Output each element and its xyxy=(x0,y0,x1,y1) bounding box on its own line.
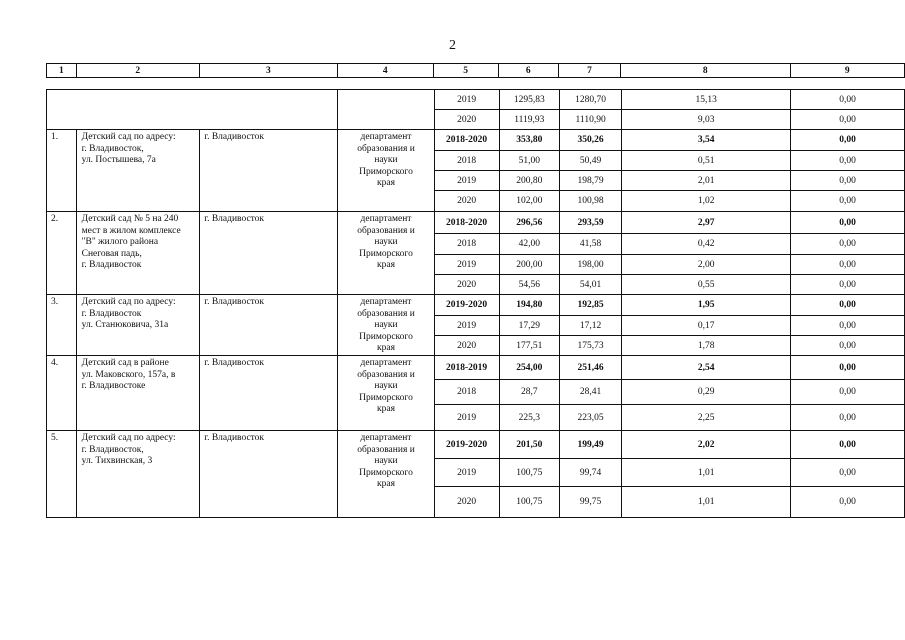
entry-name xyxy=(76,295,200,356)
value-cell-col8: 2,97 xyxy=(622,212,791,234)
text-line: науки xyxy=(374,155,398,166)
value-cell-col9: 0,00 xyxy=(791,234,905,255)
value-cell-col8: 9,03 xyxy=(622,110,791,130)
table-row xyxy=(47,295,905,316)
value-cell-col7: 54,01 xyxy=(559,275,621,295)
text-line: Детский сад по адресу: xyxy=(81,132,176,142)
entry-name xyxy=(76,356,200,431)
year-cell: 2018-2020 xyxy=(434,212,499,234)
text-line: образования и xyxy=(357,444,415,455)
text-line: науки xyxy=(374,456,398,467)
table-row xyxy=(47,130,905,151)
value-cell-col7: 198,00 xyxy=(559,255,621,275)
text-line: Приморского xyxy=(359,467,413,478)
text-line: ул. Маковского, 157а, в xyxy=(81,369,176,380)
value-cell-col8: 1,01 xyxy=(622,459,791,487)
value-cell-col9: 0,00 xyxy=(791,356,905,380)
value-cell-col7: 350,26 xyxy=(559,130,621,151)
text-line: Детский сад № 5 на 240 xyxy=(81,214,179,224)
text-line: науки xyxy=(374,237,398,248)
column-header: 5 xyxy=(433,64,498,78)
value-cell-col9: 0,00 xyxy=(791,171,905,191)
entry-department xyxy=(338,212,434,295)
year-cell: 2018 xyxy=(434,380,499,405)
year-cell: 2018 xyxy=(434,151,499,171)
value-cell-col6: 100,75 xyxy=(499,487,559,518)
value-cell-col7: 100,98 xyxy=(559,191,621,212)
value-cell-col9: 0,00 xyxy=(791,459,905,487)
value-cell-col8: 2,54 xyxy=(622,356,791,380)
column-header: 9 xyxy=(790,64,904,78)
year-cell: 2019-2020 xyxy=(434,431,499,459)
year-cell: 2020 xyxy=(434,336,499,356)
entry-city: г. Владивосток xyxy=(200,431,338,518)
text-line: г. Владивостоке xyxy=(81,381,146,392)
text-line: Приморского xyxy=(359,331,413,342)
text-line: Приморского xyxy=(359,392,413,403)
column-header: 4 xyxy=(337,64,433,78)
text-line: науки xyxy=(374,381,398,392)
page-number: 2 xyxy=(449,38,456,53)
year-cell: 2018 xyxy=(434,234,499,255)
text-line: края xyxy=(377,479,395,490)
value-cell-col6: 102,00 xyxy=(499,191,559,212)
value-cell-col9: 0,00 xyxy=(791,405,905,431)
year-cell: 2019 xyxy=(434,316,499,336)
column-header: 6 xyxy=(498,64,558,78)
value-cell-col9: 0,00 xyxy=(791,295,905,316)
column-header: 7 xyxy=(558,64,620,78)
value-cell-col8: 15,13 xyxy=(622,90,791,110)
year-cell: 2020 xyxy=(434,275,499,295)
value-cell-col8: 1,02 xyxy=(622,191,791,212)
value-cell-col6: 200,80 xyxy=(499,171,559,191)
text-line: Детский сад по адресу: xyxy=(81,297,176,307)
text-line: г. Владивосток, xyxy=(81,444,144,455)
value-cell-col9: 0,00 xyxy=(791,191,905,212)
year-cell: 2019 xyxy=(434,405,499,431)
value-cell-col8: 0,29 xyxy=(622,380,791,405)
year-cell: 2020 xyxy=(434,110,499,130)
value-cell-col6: 17,29 xyxy=(499,316,559,336)
value-cell-col7: 175,73 xyxy=(559,336,621,356)
value-cell-col6: 28,7 xyxy=(499,380,559,405)
table-row xyxy=(47,431,905,459)
summary-blank-cell xyxy=(47,90,338,130)
text-line: департамент xyxy=(360,433,412,443)
entry-name xyxy=(76,431,200,518)
value-cell-col7: 198,79 xyxy=(559,171,621,191)
value-cell-col7: 41,58 xyxy=(559,234,621,255)
summary-blank-cell xyxy=(338,90,434,130)
text-line: г. Владивосток, xyxy=(81,143,144,154)
value-cell-col6: 54,56 xyxy=(499,275,559,295)
value-cell-col6: 177,51 xyxy=(499,336,559,356)
text-line: Приморского xyxy=(359,248,413,259)
text-line: края xyxy=(377,260,395,271)
entry-department xyxy=(338,130,434,212)
text-line: науки xyxy=(374,320,398,331)
text-line: департамент xyxy=(360,132,412,142)
year-cell: 2019 xyxy=(434,255,499,275)
text-line: ул. Постышева, 7а xyxy=(81,155,156,166)
year-cell: 2020 xyxy=(434,487,499,518)
value-cell-col7: 293,59 xyxy=(559,212,621,234)
value-cell-col8: 1,78 xyxy=(622,336,791,356)
entry-city: г. Владивосток xyxy=(200,295,338,356)
text-line: образования и xyxy=(357,369,415,380)
value-cell-col7: 17,12 xyxy=(559,316,621,336)
value-cell-col6: 225,3 xyxy=(499,405,559,431)
value-cell-col8: 1,95 xyxy=(622,295,791,316)
table-row xyxy=(47,212,905,234)
text-line: Детский сад по адресу: xyxy=(81,433,176,443)
value-cell-col9: 0,00 xyxy=(791,336,905,356)
value-cell-col7: 99,75 xyxy=(559,487,621,518)
value-cell-col7: 192,85 xyxy=(559,295,621,316)
text-line: департамент xyxy=(360,297,412,307)
entry-name xyxy=(76,130,200,212)
text-line: образования и xyxy=(357,308,415,319)
value-cell-col7: 223,05 xyxy=(559,405,621,431)
value-cell-col7: 199,49 xyxy=(559,431,621,459)
value-cell-col7: 251,46 xyxy=(559,356,621,380)
text-line: края xyxy=(377,404,395,415)
value-cell-col6: 42,00 xyxy=(499,234,559,255)
entry-city: г. Владивосток xyxy=(200,356,338,431)
value-cell-col7: 28,41 xyxy=(559,380,621,405)
value-cell-col6: 201,50 xyxy=(499,431,559,459)
text-line: мест в жилом комплексе xyxy=(81,225,181,236)
value-cell-col9: 0,00 xyxy=(791,487,905,518)
text-line: ул. Станюковича, 31а xyxy=(81,320,169,331)
text-line: Снеговая падь, xyxy=(81,248,142,259)
value-cell-col8: 2,01 xyxy=(622,171,791,191)
entry-number: 4. xyxy=(47,356,77,431)
column-header-row xyxy=(47,64,905,78)
year-cell: 2018-2020 xyxy=(434,130,499,151)
value-cell-col8: 2,25 xyxy=(622,405,791,431)
value-cell-col6: 51,00 xyxy=(499,151,559,171)
entry-department xyxy=(338,356,434,431)
value-cell-col6: 254,00 xyxy=(499,356,559,380)
text-line: ул. Тихвинская, 3 xyxy=(81,456,153,467)
value-cell-col9: 0,00 xyxy=(791,255,905,275)
value-cell-col7: 50,49 xyxy=(559,151,621,171)
value-cell-col8: 2,00 xyxy=(622,255,791,275)
text-line: г. Владивосток xyxy=(81,260,142,271)
value-cell-col7: 1280,70 xyxy=(559,90,621,110)
value-cell-col7: 99,74 xyxy=(559,459,621,487)
value-cell-col6: 100,75 xyxy=(499,459,559,487)
value-cell-col6: 1119,93 xyxy=(499,110,559,130)
year-cell: 2020 xyxy=(434,191,499,212)
budget-table xyxy=(46,89,905,518)
value-cell-col8: 2,02 xyxy=(622,431,791,459)
entry-number: 5. xyxy=(47,431,77,518)
value-cell-col6: 296,56 xyxy=(499,212,559,234)
year-cell: 2019 xyxy=(434,459,499,487)
value-cell-col9: 0,00 xyxy=(791,212,905,234)
text-line: г. Владивосток xyxy=(81,308,142,319)
text-line: Детский сад в районе xyxy=(81,358,169,368)
value-cell-col6: 1295,83 xyxy=(499,90,559,110)
year-cell: 2019 xyxy=(434,171,499,191)
column-header: 8 xyxy=(621,64,791,78)
text-line: Приморского xyxy=(359,166,413,177)
value-cell-col9: 0,00 xyxy=(791,275,905,295)
column-header-table xyxy=(46,63,905,78)
value-cell-col8: 0,17 xyxy=(622,316,791,336)
entry-department xyxy=(338,295,434,356)
value-cell-col8: 3,54 xyxy=(622,130,791,151)
column-header: 2 xyxy=(76,64,199,78)
entry-number: 1. xyxy=(47,130,77,212)
value-cell-col8: 0,42 xyxy=(622,234,791,255)
entry-department xyxy=(338,431,434,518)
text-line: департамент xyxy=(360,358,412,368)
value-cell-col9: 0,00 xyxy=(791,151,905,171)
text-line: образования и xyxy=(357,143,415,154)
value-cell-col8: 0,55 xyxy=(622,275,791,295)
text-line: "В" жилого района xyxy=(81,237,159,248)
summary-row xyxy=(47,90,905,110)
value-cell-col8: 1,01 xyxy=(622,487,791,518)
column-header: 3 xyxy=(199,64,337,78)
entry-name xyxy=(76,212,200,295)
entry-city: г. Владивосток xyxy=(200,212,338,295)
value-cell-col9: 0,00 xyxy=(791,316,905,336)
value-cell-col6: 353,80 xyxy=(499,130,559,151)
text-line: департамент xyxy=(360,214,412,224)
column-header: 1 xyxy=(47,64,77,78)
year-cell: 2019 xyxy=(434,90,499,110)
value-cell-col6: 200,00 xyxy=(499,255,559,275)
value-cell-col8: 0,51 xyxy=(622,151,791,171)
table-row xyxy=(47,356,905,380)
text-line: образования и xyxy=(357,225,415,236)
value-cell-col9: 0,00 xyxy=(791,90,905,110)
value-cell-col9: 0,00 xyxy=(791,130,905,151)
year-cell: 2018-2019 xyxy=(434,356,499,380)
value-cell-col6: 194,80 xyxy=(499,295,559,316)
entry-number: 3. xyxy=(47,295,77,356)
text-line: края xyxy=(377,178,395,189)
value-cell-col9: 0,00 xyxy=(791,380,905,405)
text-line: края xyxy=(377,343,395,354)
value-cell-col9: 0,00 xyxy=(791,431,905,459)
entry-number: 2. xyxy=(47,212,77,295)
value-cell-col9: 0,00 xyxy=(791,110,905,130)
entry-city: г. Владивосток xyxy=(200,130,338,212)
value-cell-col7: 1110,90 xyxy=(559,110,621,130)
year-cell: 2019-2020 xyxy=(434,295,499,316)
